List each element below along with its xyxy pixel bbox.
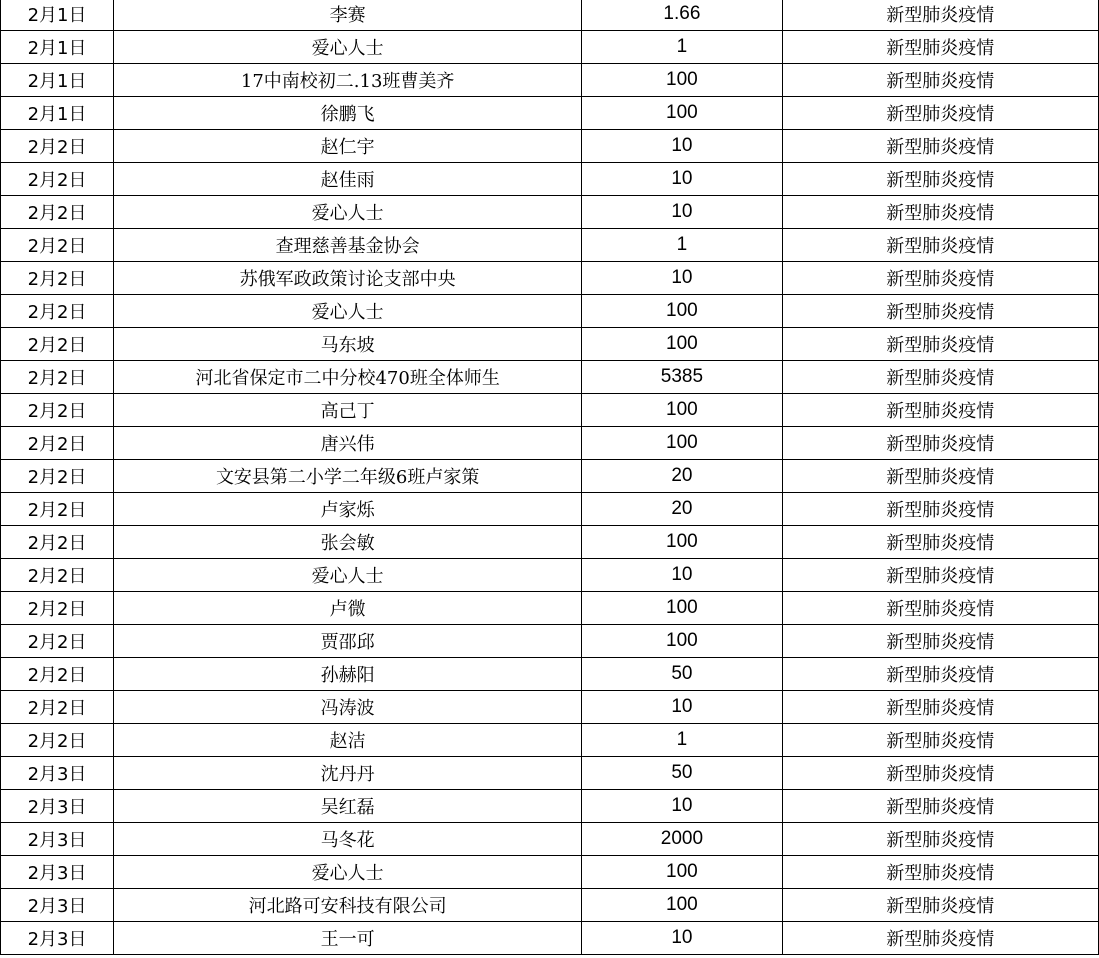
purpose-cell[interactable]: 新型肺炎疫情	[782, 97, 1098, 130]
table-row	[1, 361, 1099, 394]
amount-cell[interactable]: 100	[582, 328, 782, 361]
amount-cell[interactable]: 10	[582, 922, 782, 955]
purpose-cell[interactable]: 新型肺炎疫情	[782, 229, 1098, 262]
purpose-cell[interactable]: 新型肺炎疫情	[782, 0, 1098, 31]
table-row	[1, 163, 1099, 196]
donor-name-cell[interactable]: 苏俄军政政策讨论支部中央	[114, 262, 582, 295]
donor-name-cell[interactable]: 马东坡	[114, 328, 582, 361]
amount-cell[interactable]: 100	[582, 889, 782, 922]
purpose-cell[interactable]: 新型肺炎疫情	[782, 757, 1098, 790]
date-cell[interactable]: 2月2日	[1, 493, 114, 526]
table-row	[1, 559, 1099, 592]
table-row	[1, 625, 1099, 658]
purpose-cell[interactable]: 新型肺炎疫情	[782, 493, 1098, 526]
amount-cell[interactable]: 100	[582, 394, 782, 427]
purpose-cell[interactable]: 新型肺炎疫情	[782, 724, 1098, 757]
table-row	[1, 493, 1099, 526]
donor-name-cell[interactable]: 马冬花	[114, 823, 582, 856]
purpose-cell[interactable]: 新型肺炎疫情	[782, 328, 1098, 361]
table-row	[1, 790, 1099, 823]
date-cell[interactable]: 2月2日	[1, 262, 114, 295]
amount-cell[interactable]: 50	[582, 658, 782, 691]
date-cell[interactable]: 2月3日	[1, 889, 114, 922]
purpose-cell[interactable]: 新型肺炎疫情	[782, 361, 1098, 394]
date-cell[interactable]: 2月2日	[1, 625, 114, 658]
date-cell[interactable]: 2月3日	[1, 823, 114, 856]
amount-cell[interactable]: 100	[582, 592, 782, 625]
date-cell[interactable]: 2月3日	[1, 856, 114, 889]
donor-name-cell[interactable]: 孙赫阳	[114, 658, 582, 691]
amount-cell[interactable]: 5385	[582, 361, 782, 394]
table-row	[1, 229, 1099, 262]
table-row	[1, 922, 1099, 955]
donor-name-cell[interactable]: 吴红磊	[114, 790, 582, 823]
amount-cell[interactable]: 100	[582, 427, 782, 460]
date-cell[interactable]: 2月2日	[1, 130, 114, 163]
table-row	[1, 31, 1099, 64]
purpose-cell[interactable]: 新型肺炎疫情	[782, 394, 1098, 427]
donor-name-cell[interactable]: 高己丁	[114, 394, 582, 427]
amount-cell[interactable]: 100	[582, 856, 782, 889]
date-cell[interactable]: 2月1日	[1, 97, 114, 130]
donor-name-cell[interactable]: 河北省保定市二中分校470班全体师生	[114, 361, 582, 394]
table-row	[1, 97, 1099, 130]
amount-cell[interactable]: 1	[582, 229, 782, 262]
purpose-cell[interactable]: 新型肺炎疫情	[782, 526, 1098, 559]
donation-table-body	[1, 0, 1099, 955]
date-cell[interactable]: 2月2日	[1, 295, 114, 328]
date-cell[interactable]: 2月3日	[1, 757, 114, 790]
purpose-cell[interactable]: 新型肺炎疫情	[782, 295, 1098, 328]
date-cell[interactable]: 2月2日	[1, 361, 114, 394]
table-row	[1, 130, 1099, 163]
table-row	[1, 328, 1099, 361]
amount-cell[interactable]: 50	[582, 757, 782, 790]
purpose-cell[interactable]: 新型肺炎疫情	[782, 31, 1098, 64]
purpose-cell[interactable]: 新型肺炎疫情	[782, 64, 1098, 97]
donor-name-cell[interactable]: 王一可	[114, 922, 582, 955]
date-cell[interactable]: 2月3日	[1, 790, 114, 823]
donor-name-cell[interactable]: 卢微	[114, 592, 582, 625]
date-cell[interactable]: 2月2日	[1, 691, 114, 724]
purpose-cell[interactable]: 新型肺炎疫情	[782, 592, 1098, 625]
table-row	[1, 856, 1099, 889]
donor-name-cell[interactable]: 赵洁	[114, 724, 582, 757]
amount-cell[interactable]: 20	[582, 493, 782, 526]
purpose-cell[interactable]: 新型肺炎疫情	[782, 790, 1098, 823]
amount-cell[interactable]: 20	[582, 460, 782, 493]
date-cell[interactable]: 2月2日	[1, 724, 114, 757]
amount-cell[interactable]: 100	[582, 64, 782, 97]
donor-name-cell[interactable]: 查理慈善基金协会	[114, 229, 582, 262]
purpose-cell[interactable]: 新型肺炎疫情	[782, 130, 1098, 163]
table-row	[1, 64, 1099, 97]
date-cell[interactable]: 2月1日	[1, 0, 114, 31]
purpose-cell[interactable]: 新型肺炎疫情	[782, 922, 1098, 955]
donor-name-cell[interactable]: 爱心人士	[114, 31, 582, 64]
purpose-cell[interactable]: 新型肺炎疫情	[782, 559, 1098, 592]
date-cell[interactable]: 2月2日	[1, 559, 114, 592]
purpose-cell[interactable]: 新型肺炎疫情	[782, 625, 1098, 658]
date-cell[interactable]: 2月1日	[1, 31, 114, 64]
table-row	[1, 394, 1099, 427]
donor-name-cell[interactable]: 张会敏	[114, 526, 582, 559]
amount-cell[interactable]: 10	[582, 559, 782, 592]
table-row	[1, 0, 1099, 31]
amount-cell[interactable]: 2000	[582, 823, 782, 856]
amount-cell[interactable]: 10	[582, 790, 782, 823]
amount-cell[interactable]: 100	[582, 295, 782, 328]
date-cell[interactable]: 2月2日	[1, 460, 114, 493]
date-cell[interactable]: 2月2日	[1, 427, 114, 460]
donor-name-cell[interactable]: 徐鹏飞	[114, 97, 582, 130]
amount-cell[interactable]: 1	[582, 724, 782, 757]
donor-name-cell[interactable]: 赵仁宇	[114, 130, 582, 163]
table-row	[1, 592, 1099, 625]
table-row	[1, 757, 1099, 790]
table-row	[1, 889, 1099, 922]
purpose-cell[interactable]: 新型肺炎疫情	[782, 262, 1098, 295]
donor-name-cell[interactable]: 爱心人士	[114, 559, 582, 592]
table-row	[1, 724, 1099, 757]
donor-name-cell[interactable]: 沈丹丹	[114, 757, 582, 790]
date-cell[interactable]: 2月3日	[1, 922, 114, 955]
amount-cell[interactable]: 100	[582, 97, 782, 130]
amount-cell[interactable]: 1.66	[582, 0, 782, 31]
date-cell[interactable]: 2月2日	[1, 526, 114, 559]
table-row	[1, 691, 1099, 724]
purpose-cell[interactable]: 新型肺炎疫情	[782, 427, 1098, 460]
table-row	[1, 460, 1099, 493]
amount-cell[interactable]: 1	[582, 31, 782, 64]
table-row	[1, 427, 1099, 460]
amount-cell[interactable]: 100	[582, 625, 782, 658]
purpose-cell[interactable]: 新型肺炎疫情	[782, 460, 1098, 493]
table-row	[1, 823, 1099, 856]
purpose-cell[interactable]: 新型肺炎疫情	[782, 658, 1098, 691]
donor-name-cell[interactable]: 李赛	[114, 0, 582, 31]
purpose-cell[interactable]: 新型肺炎疫情	[782, 691, 1098, 724]
table-row	[1, 196, 1099, 229]
date-cell[interactable]: 2月2日	[1, 658, 114, 691]
amount-cell[interactable]: 10	[582, 691, 782, 724]
date-cell[interactable]: 2月2日	[1, 328, 114, 361]
purpose-cell[interactable]: 新型肺炎疫情	[782, 889, 1098, 922]
donor-name-cell[interactable]: 爱心人士	[114, 295, 582, 328]
table-row	[1, 658, 1099, 691]
date-cell[interactable]: 2月2日	[1, 196, 114, 229]
amount-cell[interactable]: 100	[582, 526, 782, 559]
table-row	[1, 262, 1099, 295]
donor-name-cell[interactable]: 爱心人士	[114, 856, 582, 889]
date-cell[interactable]: 2月1日	[1, 64, 114, 97]
date-cell[interactable]: 2月2日	[1, 163, 114, 196]
amount-cell[interactable]: 10	[582, 130, 782, 163]
amount-cell[interactable]: 10	[582, 163, 782, 196]
purpose-cell[interactable]: 新型肺炎疫情	[782, 823, 1098, 856]
table-row	[1, 526, 1099, 559]
donor-name-cell[interactable]: 河北路可安科技有限公司	[114, 889, 582, 922]
amount-cell[interactable]: 10	[582, 262, 782, 295]
table-row	[1, 295, 1099, 328]
donor-name-cell[interactable]: 17中南校初二.13班曹美齐	[114, 64, 582, 97]
donor-name-cell[interactable]: 爱心人士	[114, 196, 582, 229]
purpose-cell[interactable]: 新型肺炎疫情	[782, 856, 1098, 889]
date-cell[interactable]: 2月2日	[1, 229, 114, 262]
amount-cell[interactable]: 10	[582, 196, 782, 229]
donor-name-cell[interactable]: 卢家烁	[114, 493, 582, 526]
purpose-cell[interactable]: 新型肺炎疫情	[782, 196, 1098, 229]
date-cell[interactable]: 2月2日	[1, 394, 114, 427]
purpose-cell[interactable]: 新型肺炎疫情	[782, 163, 1098, 196]
donor-name-cell[interactable]: 赵佳雨	[114, 163, 582, 196]
date-cell[interactable]: 2月2日	[1, 592, 114, 625]
donor-name-cell[interactable]: 文安县第二小学二年级6班卢家策	[114, 460, 582, 493]
donor-name-cell[interactable]: 冯涛波	[114, 691, 582, 724]
donor-name-cell[interactable]: 唐兴伟	[114, 427, 582, 460]
donor-name-cell[interactable]: 贾邵邱	[114, 625, 582, 658]
